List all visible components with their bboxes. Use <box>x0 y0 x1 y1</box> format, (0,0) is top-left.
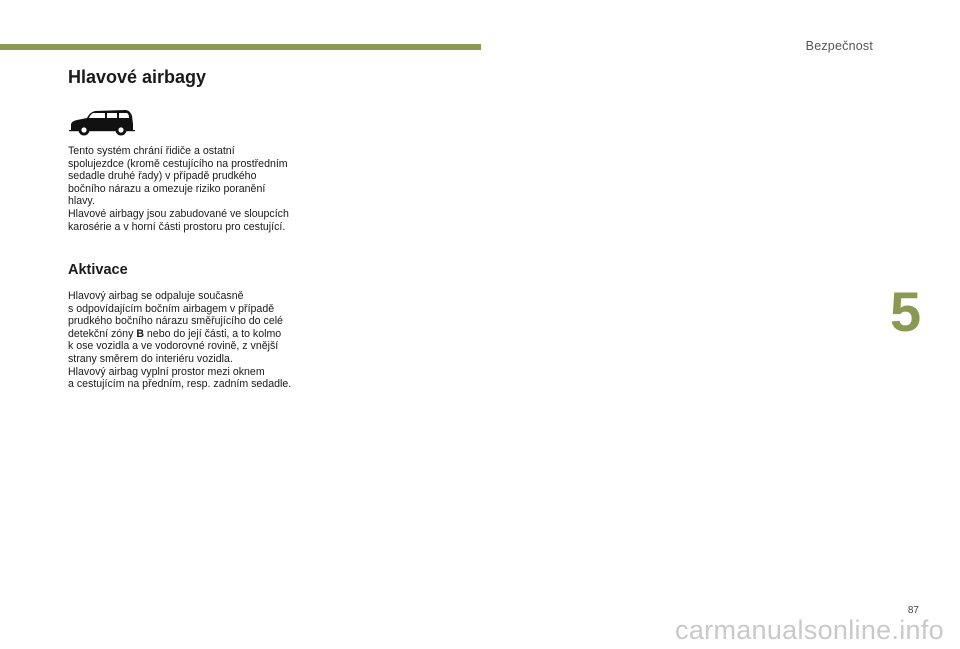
intro-line: Hlavové airbagy jsou zabudované ve sloupcích <box>68 207 289 220</box>
intro-line: hlavy. <box>68 195 95 208</box>
zone-suffix: nebo do její části, a to kolmo <box>143 327 282 340</box>
page-title: Hlavové airbagy <box>68 67 207 87</box>
watermark: carmanualsonline.info <box>675 615 944 645</box>
page-number: 87 <box>907 605 919 616</box>
zone-letter: B <box>136 327 144 340</box>
activation-line: Hlavový airbag se odpaluje současně <box>68 290 244 302</box>
intro-line: spolujezdce (kromě cestujícího na prostředním <box>68 157 288 170</box>
chapter-number: 5 <box>890 280 922 343</box>
activation-line: Hlavový airbag vyplní prostor mezi oknem <box>68 365 265 378</box>
intro-paragraph <box>68 145 338 233</box>
activation-line: s odpovídajícím bočním airbagem v případě <box>68 302 275 315</box>
section-label: Bezpečnost <box>805 39 873 53</box>
intro-line: Tento systém chrání řidiče a ostatní <box>68 145 235 157</box>
activation-line: strany směrem do interiéru vozidla. <box>68 352 233 365</box>
activation-line: k ose vozidla a ve vodorovné rovině, z vnější <box>68 340 279 353</box>
activation-line: prudkého bočního nárazu směřujícího do celé <box>68 315 283 328</box>
zone-prefix: detekční zóny <box>68 327 137 340</box>
car-side-icon <box>69 108 135 138</box>
header-bar <box>0 44 481 50</box>
activation-paragraph <box>68 290 338 391</box>
activation-heading: Aktivace <box>68 262 128 278</box>
activation-line-zone <box>68 328 338 341</box>
intro-line: bočního nárazu a omezuje riziko poranění <box>68 182 266 195</box>
intro-line: sedadle druhé řady) v případě prudkého <box>68 170 257 183</box>
activation-line: a cestujícím na předním, resp. zadním sedadle. <box>68 378 292 391</box>
intro-line: karosérie a v horní části prostoru pro cestující. <box>68 220 286 233</box>
